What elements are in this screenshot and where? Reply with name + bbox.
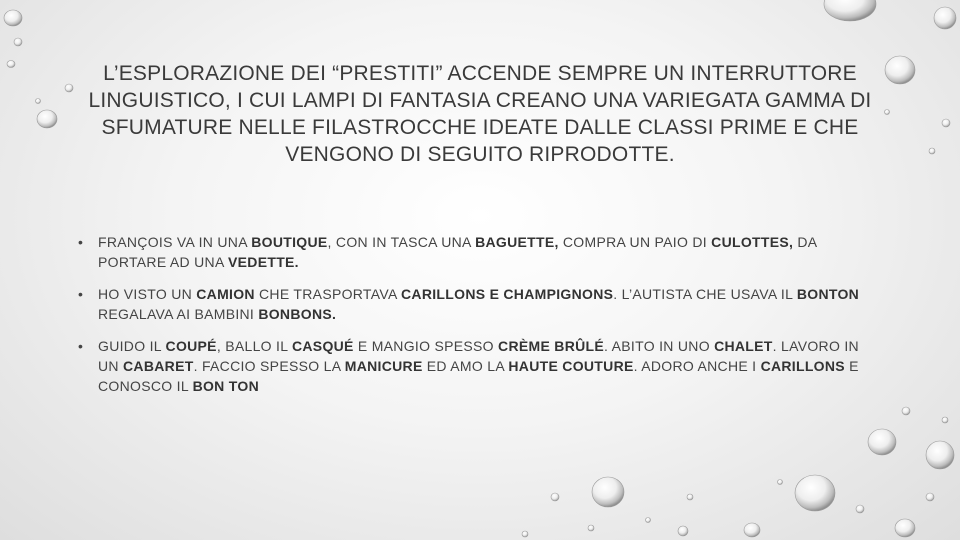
- bold-word: CULOTTES,: [711, 234, 794, 250]
- bold-word: MANICURE: [344, 358, 423, 374]
- text-run: REGALAVA AI BAMBINI: [98, 306, 259, 322]
- text-run: FRANÇOIS VA IN UNA: [98, 234, 252, 250]
- water-drop: [687, 494, 693, 500]
- bold-word: CARILLONS: [760, 358, 845, 374]
- water-drop: [868, 429, 896, 455]
- water-drop: [895, 519, 915, 537]
- water-drop: [795, 475, 835, 511]
- bold-word: BAGUETTE,: [475, 234, 559, 250]
- text-run: CHE TRASPORTAVA: [254, 286, 402, 302]
- water-drop: [37, 110, 57, 128]
- text-run: , CON IN TASCA UNA: [327, 234, 476, 250]
- bullet-marker: •: [78, 234, 84, 250]
- text-run: . LAVORO IN UN: [98, 338, 859, 374]
- water-drop: [551, 493, 559, 501]
- water-drop: [678, 526, 688, 536]
- slide-title: L’ESPLORAZIONE DEI “PRESTITI” ACCENDE SEMPRE UN INTERRUTTORE LINGUISTICO, I CUI LAMPI DI FANTASIA CREANO UNA VARIEGATA GAMMA DI SFUMATURE NELLE FILASTROCCHE IDEATE DALLE CLASSI PRIME E CHE VENGONO DI SEGUITO RIPRODOTTE.: [88, 62, 872, 166]
- water-drop: [646, 518, 651, 523]
- bold-word: CASQUÉ: [291, 338, 354, 354]
- bold-word: BOUTIQUE: [251, 234, 328, 250]
- bullet-item: [75, 232, 865, 272]
- text-run: E MANGIO SPESSO: [353, 338, 499, 354]
- water-drop: [926, 493, 934, 501]
- bold-word: BONTON: [796, 286, 860, 302]
- water-drop: [522, 531, 528, 537]
- water-drop: [942, 417, 948, 423]
- water-drop: [588, 525, 594, 531]
- bold-word: HAUTE COUTURE: [508, 358, 634, 374]
- bullet-item: [75, 336, 865, 396]
- water-drop: [902, 407, 910, 415]
- water-drop: [934, 7, 956, 29]
- water-drop: [14, 38, 22, 46]
- text-run: E CONOSCO IL: [98, 358, 859, 394]
- text-run: DA PORTARE AD UNA: [98, 234, 817, 270]
- bold-word: VEDETTE.: [228, 254, 299, 270]
- water-drop: [4, 10, 22, 26]
- water-drop: [36, 99, 41, 104]
- water-drop: [778, 480, 783, 485]
- bullet-list: [75, 232, 865, 408]
- water-drop: [65, 84, 73, 92]
- water-drop: [942, 119, 950, 127]
- bold-word: CHALET: [714, 338, 773, 354]
- text-run: COMPRA UN PAIO DI: [558, 234, 712, 250]
- bold-word: COUPÉ: [165, 338, 217, 354]
- water-drop: [926, 441, 954, 469]
- water-drop: [7, 61, 15, 68]
- bullet-marker: •: [78, 338, 84, 354]
- text-run: . ABITO IN UNO: [604, 338, 715, 354]
- water-drop: [929, 148, 935, 154]
- text-run: . L’AUTISTA CHE USAVA IL: [613, 286, 797, 302]
- text-run: . ADORO ANCHE I: [633, 358, 761, 374]
- bold-word: CARILLONS E CHAMPIGNONS: [401, 286, 614, 302]
- bullet-text: [98, 286, 859, 322]
- text-run: ED AMO LA: [422, 358, 509, 374]
- bold-word: CRÈME BRÛLÉ: [498, 338, 605, 354]
- bullet-text: [98, 234, 817, 270]
- water-drop: [856, 505, 864, 513]
- bullet-marker: •: [78, 286, 84, 302]
- text-run: HO VISTO UN: [98, 286, 197, 302]
- water-drop: [885, 56, 915, 84]
- bold-word: BON TON: [192, 378, 259, 394]
- text-run: GUIDO IL: [98, 338, 166, 354]
- water-drop: [592, 477, 624, 507]
- bold-word: CAMION: [196, 286, 255, 302]
- bullet-item: [75, 284, 865, 324]
- text-run: . FACCIO SPESSO LA: [193, 358, 345, 374]
- water-drop: [744, 523, 760, 537]
- bold-word: CABARET: [123, 358, 194, 374]
- text-run: , BALLO IL: [216, 338, 292, 354]
- bullet-text: [98, 338, 859, 394]
- water-drop: [885, 110, 890, 115]
- water-drop: [824, 0, 876, 21]
- bold-word: BONBONS.: [258, 306, 337, 322]
